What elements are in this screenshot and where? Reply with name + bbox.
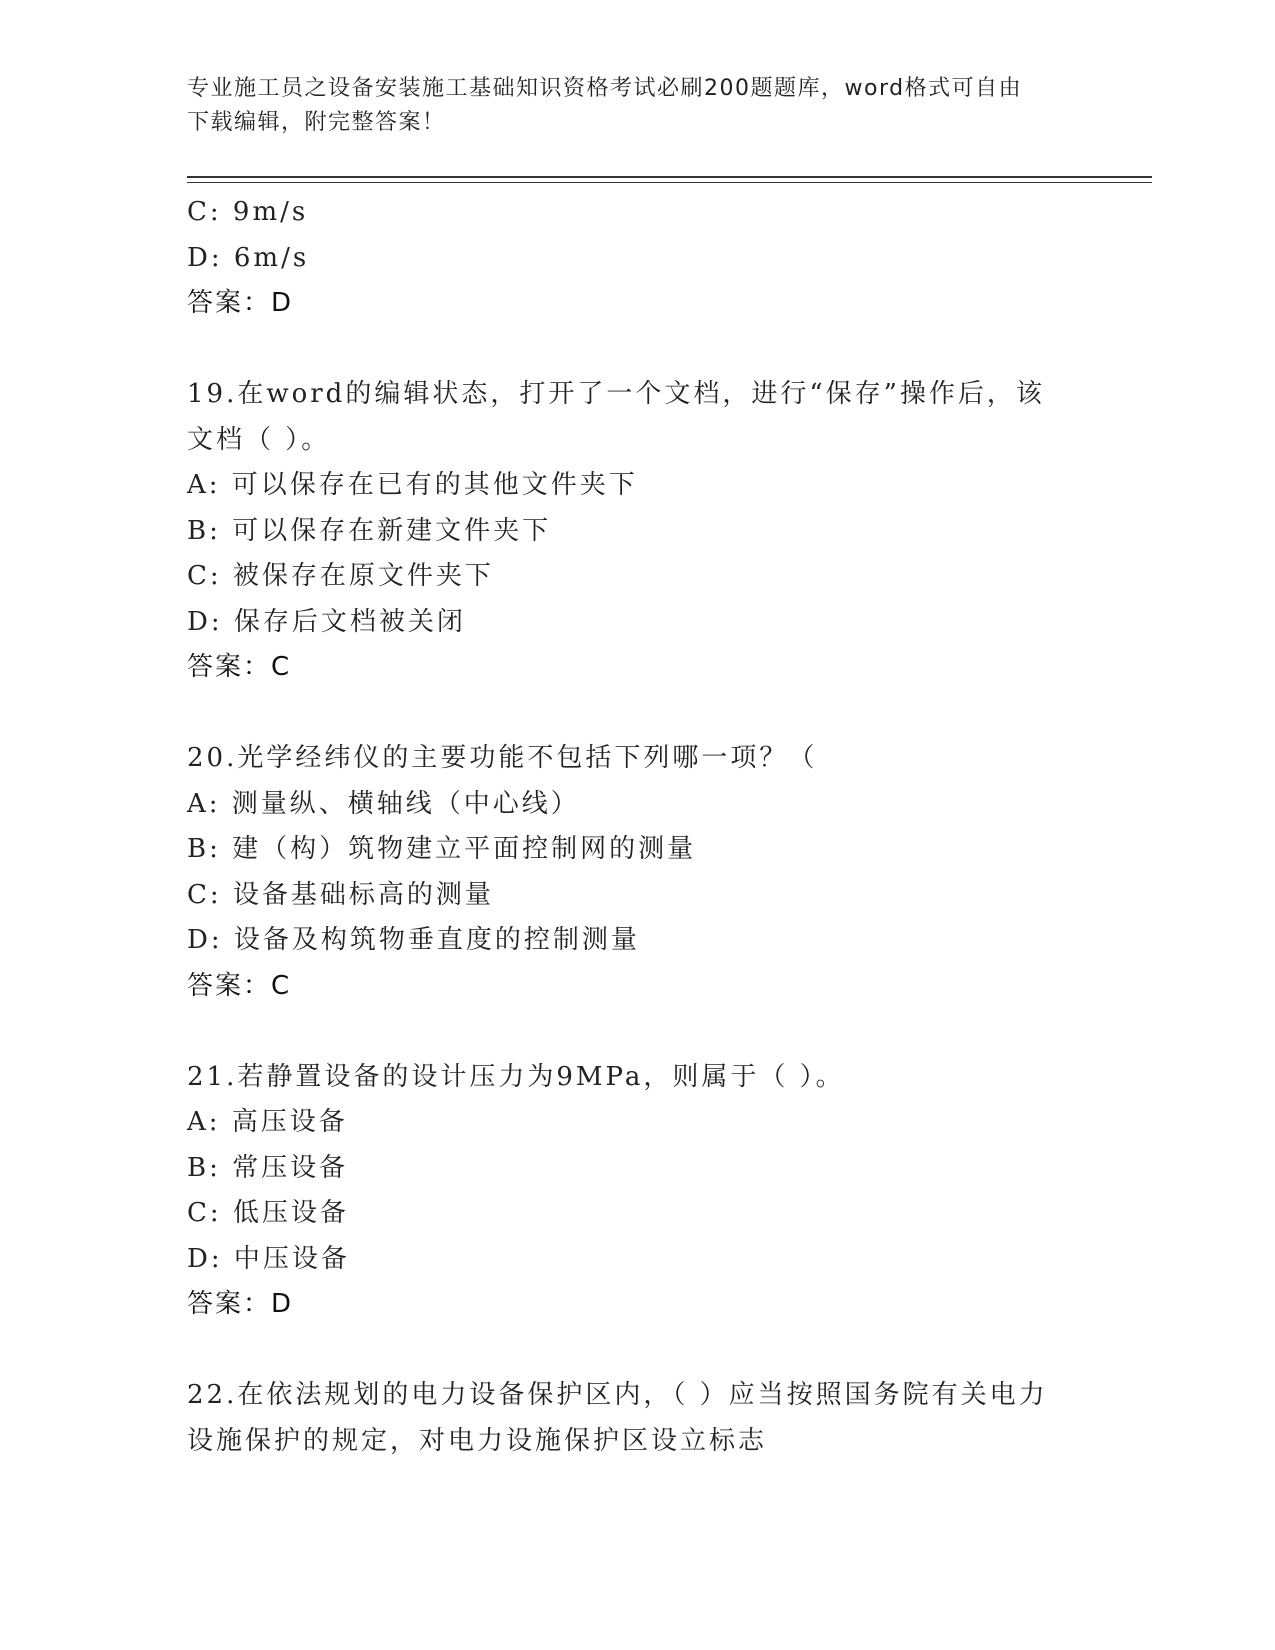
question-stem-line: 21.若静置设备的设计压力为9MPa，则属于（ ）。 — [187, 1061, 845, 1092]
question-stem-line: 22.在依法规划的电力设备保护区内，（ ）应当按照国务院有关电力 — [187, 1380, 1048, 1410]
option-c: C: 被保存在原文件夹下 — [187, 561, 494, 591]
answer-line: 答案：D — [187, 288, 294, 318]
option-c: C: 设备基础标高的测量 — [187, 879, 494, 910]
spacer — [187, 1328, 1067, 1374]
document-header — [187, 72, 1067, 140]
question-stem-line: 19.在word的编辑状态，打开了一个文档，进行“保存”操作后，该 — [187, 379, 1045, 409]
question-list — [187, 190, 1067, 1464]
option-d: D: 6m/s — [187, 242, 310, 273]
header-line-1: 专业施工员之设备安装施工基础知识资格考试必刷200题题库，word格式可自由 — [187, 76, 1023, 101]
header-line-2: 下载编辑，附完整答案！ — [187, 110, 446, 135]
question-stem-line: 20.光学经纬仪的主要功能不包括下列哪一项？（ — [187, 743, 818, 773]
question-stem-line: 文档（ ）。 — [187, 424, 331, 455]
answer-line: 答案：D — [187, 1289, 294, 1319]
option-a: A: 测量纵、横轴线（中心线） — [187, 788, 580, 819]
question-19 — [187, 372, 1067, 691]
option-b: B: 常压设备 — [187, 1152, 349, 1183]
answer-line: 答案：C — [187, 970, 292, 1001]
option-c: C: 低压设备 — [187, 1198, 349, 1228]
option-d: D: 中压设备 — [187, 1243, 350, 1274]
option-a: A: 可以保存在已有的其他文件夹下 — [187, 470, 638, 500]
question-22 — [187, 1373, 1067, 1464]
question-20 — [187, 736, 1067, 1009]
option-b: B: 可以保存在新建文件夹下 — [187, 515, 552, 546]
spacer — [187, 691, 1067, 737]
answer-line: 答案：C — [187, 652, 292, 682]
header-rule-thick — [187, 176, 1152, 178]
spacer — [187, 327, 1067, 373]
spacer — [187, 1009, 1067, 1055]
option-d: D: 设备及构筑物垂直度的控制测量 — [187, 925, 640, 955]
question-stem-line: 设施保护的规定，对电力设施保护区设立标志 — [187, 1425, 768, 1456]
option-a: A: 高压设备 — [187, 1107, 348, 1137]
option-b: B: 建（构）筑物建立平面控制网的测量 — [187, 834, 697, 864]
header-rule-thin — [187, 182, 1152, 183]
question-21 — [187, 1055, 1067, 1328]
option-c: C: 9m/s — [187, 197, 309, 227]
question-18-tail — [187, 190, 1067, 327]
option-d: D: 保存后文档被关闭 — [187, 606, 466, 637]
